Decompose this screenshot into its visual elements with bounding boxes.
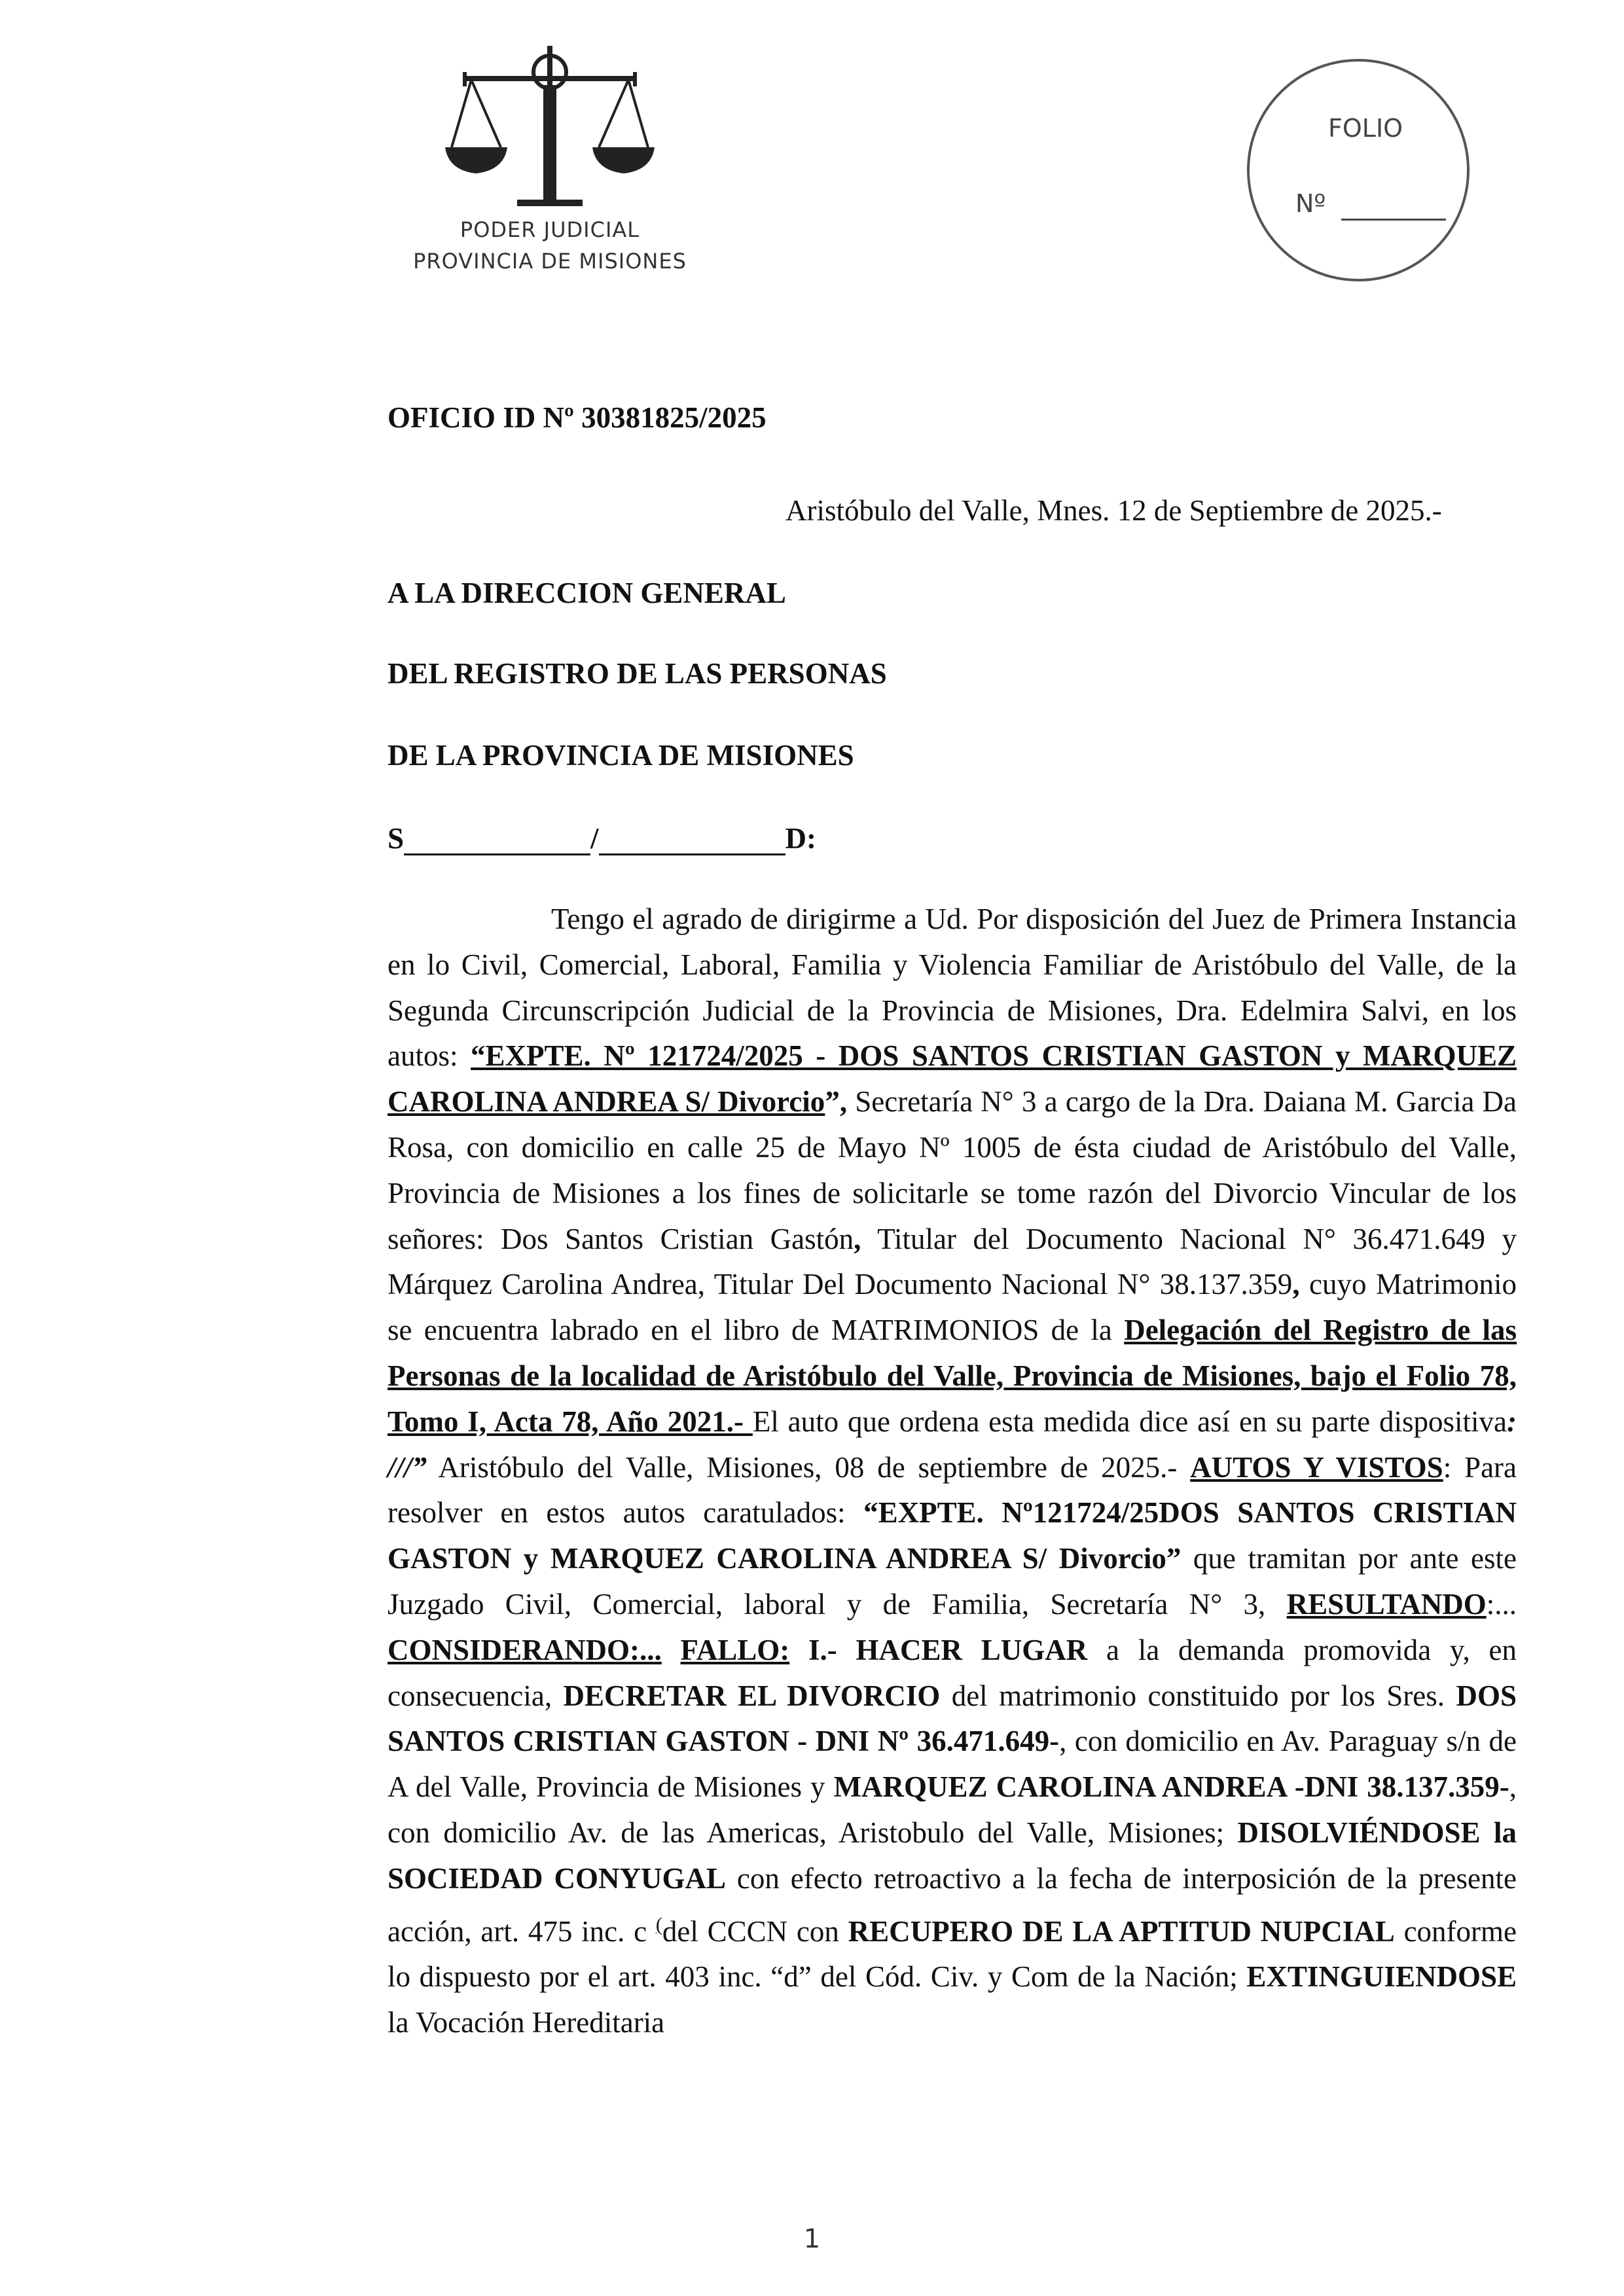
paragraph-run: RESULTANDO (1286, 1587, 1487, 1621)
paragraph-run (662, 1634, 681, 1666)
paragraph-run: del matrimonio constituido por los Sres. (940, 1679, 1456, 1712)
sd-blank-2 (599, 829, 785, 855)
paragraph-run: , (1292, 1268, 1300, 1301)
paragraph-run: :... (1486, 1587, 1517, 1621)
salutation-sd (388, 821, 816, 855)
paragraph-run: del CCCN con (662, 1914, 848, 1948)
paragraph-run: Aristóbulo del Valle, Misiones, 08 de septiembre de 2025.- (427, 1450, 1191, 1484)
scales-of-justice-icon (439, 39, 661, 216)
folio-title: FOLIO (1328, 114, 1403, 143)
paragraph-run: AUTOS Y VISTOS (1190, 1450, 1443, 1484)
paragraph-run: , (854, 1222, 861, 1255)
page-number: 1 (803, 2224, 821, 2254)
paragraph-run (789, 1634, 808, 1666)
paragraph-run: ”, (825, 1085, 848, 1119)
body-paragraph (388, 897, 1517, 2046)
paragraph-run: Titular del Documento Nacional N° 36.471.649 y Márquez Carolina Andrea, Titular Del Documento Nacional N° 38.137.359 (388, 1222, 1517, 1301)
oficio-id: OFICIO ID Nº 30381825/2025 (388, 401, 767, 434)
paragraph-run: conforme lo dispuesto por el art. 403 inc. “d” del Cód. Civ. y Com de la Nación; (388, 1914, 1517, 1994)
folio-stamp (1247, 59, 1470, 281)
paragraph-run: “EXPTE. Nº121724/25DOS SANTOS CRISTIAN GASTON y MARQUEZ CAROLINA ANDREA S/ Divorcio” (388, 1496, 1517, 1575)
recipient-line-2: DEL REGISTRO DE LAS PERSONAS (388, 657, 887, 690)
paragraph-run: FALLO: (680, 1633, 790, 1666)
folio-number-blank (1341, 219, 1446, 221)
sd-slash: / (590, 822, 599, 855)
paragraph-run: : Para resolver en estos autos caratulados: (388, 1450, 1517, 1530)
paragraph-run: CONSIDERANDO:... (388, 1633, 662, 1666)
recipient-line-1: A LA DIRECCION GENERAL (388, 577, 786, 609)
document-date: Aristóbulo del Valle, Mnes. 12 de Septiembre de 2025.- (785, 494, 1442, 527)
paragraph-run: RECUPERO DE LA APTITUD NUPCIAL (848, 1914, 1395, 1948)
paragraph-run: a la demanda promovida y, en consecuencia, (388, 1633, 1517, 1712)
paragraph-run: Delegación del Registro de las Personas de la localidad de Aristóbulo del Valle, Provincia de Misiones, bajo el Folio 78, Tomo I, Acta 78, Año 2021.- (388, 1314, 1517, 1438)
paragraph-run: DECRETAR EL DIVORCIO (563, 1679, 941, 1712)
paragraph-run: , con domicilio en Av. Paraguay s/n de A del Valle, Provincia de Misiones y (388, 1725, 1517, 1804)
paragraph-run: cuyo Matrimonio se encuentra labrado en el libro de MATRIMONIOS de la (388, 1268, 1517, 1347)
poder-judicial-emblem (412, 39, 687, 288)
paragraph-run: ( (655, 1913, 662, 1935)
paragraph-run: , con domicilio Av. de las Americas, Aristobulo del Valle, Misiones; (388, 1770, 1517, 1849)
sd-blank-1 (404, 829, 590, 855)
paragraph-run: que tramitan por ante este Juzgado Civil, Comercial, laboral y de Familia, Secretaría N° 3, (388, 1542, 1517, 1621)
sd-d: D: (785, 822, 817, 855)
paragraph-run: I.- HACER LUGAR (808, 1633, 1088, 1666)
emblem-line-2: PROVINCIA DE MISIONES (413, 249, 687, 274)
paragraph-run: DOS SANTOS CRISTIAN GASTON - DNI Nº 36.471.649- (388, 1679, 1517, 1758)
paragraph-run: EXTINGUIENDOSE (1246, 1960, 1517, 1994)
paragraph-run: Secretaría N° 3 a cargo de la Dra. Daiana M. Garcia Da Rosa, con domicilio en calle 25 de Mayo Nº 1005 de ésta ciudad de Aristóbulo del Valle, Provincia de Misiones a los fines de solicitarle se tome razón del Divorcio Vincular de los señores: Dos Santos Cristian Gastón (388, 1085, 1517, 1255)
paragraph-run: : ///” (388, 1405, 1517, 1484)
sd-s: S (388, 822, 405, 855)
paragraph-run: “EXPTE. Nº 121724/2025 - DOS SANTOS CRISTIAN GASTON y MARQUEZ CAROLINA ANDREA S/ Divorcio (388, 1039, 1517, 1119)
recipient-line-3: DE LA PROVINCIA DE MISIONES (388, 739, 854, 772)
folio-number-label: Nº (1295, 189, 1326, 218)
paragraph-run: Tengo el agrado de dirigirme a Ud. Por disposición del Juez de Primera Instancia en lo Civil, Comercial, Laboral, Familia y Violencia Familiar de Aristóbulo del Valle, de la Segunda Circunscripción Judicial de la Provincia de Misiones, Dra. Edelmira Salvi, en los autos: (388, 903, 1517, 1073)
paragraph-run: la Vocación Hereditaria (388, 2006, 665, 2039)
document-body (388, 897, 1517, 2046)
paragraph-run: MARQUEZ CAROLINA ANDREA -DNI 38.137.359- (833, 1770, 1509, 1804)
paragraph-run: con efecto retroactivo a la fecha de interposición de la presente acción, art. 475 inc. c (388, 1861, 1517, 1948)
paragraph-run: DISOLVIÉNDOSE la SOCIEDAD CONYUGAL (388, 1816, 1517, 1895)
emblem-line-1: PODER JUDICIAL (460, 217, 640, 242)
paragraph-run: El auto que ordena esta medida dice así en su parte dispositiva (752, 1405, 1507, 1438)
